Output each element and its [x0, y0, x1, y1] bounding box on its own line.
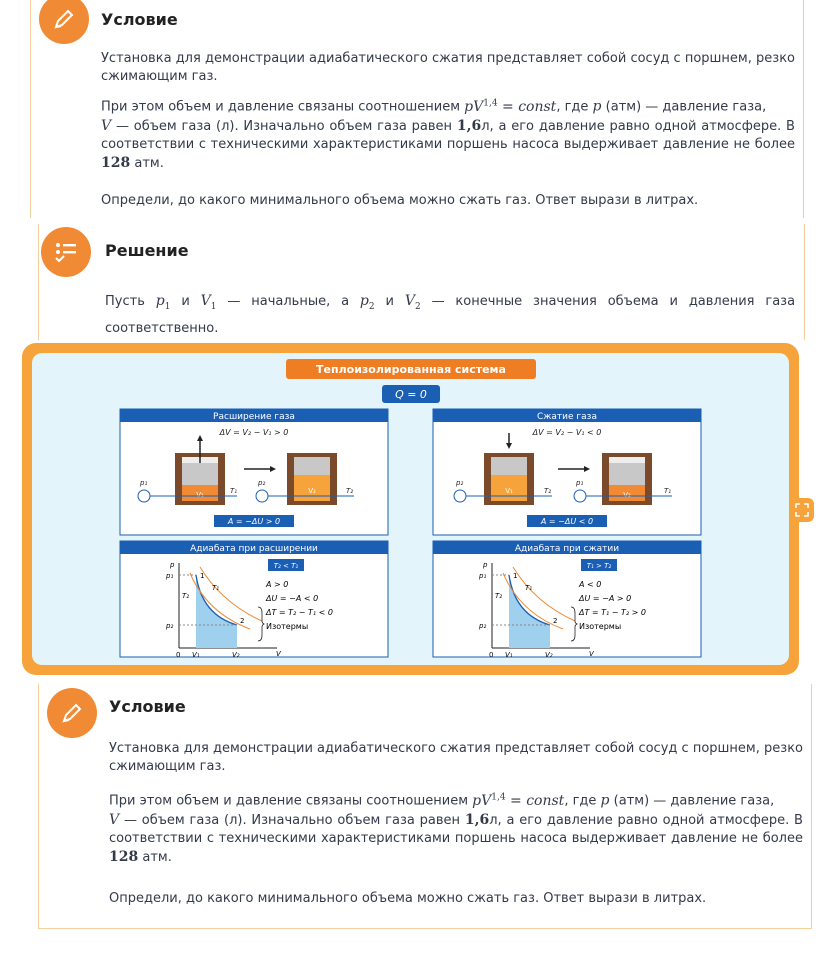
figure-banner — [286, 359, 536, 379]
svg-text:ΔT = T₂ − T₁ < 0: ΔT = T₂ − T₁ < 0 — [266, 608, 334, 617]
svg-text:V₁: V₁ — [196, 491, 204, 499]
checklist-icon — [41, 227, 91, 277]
svg-text:V₂: V₂ — [545, 651, 553, 659]
condition-paragraph-4-repeat: Определи, до какого минимального объема можно сжать газ. Ответ вырази в литрах. — [109, 891, 707, 906]
condition-paragraph-4: Определи, до какого минимального объема можно сжать газ. Ответ вырази в литрах. — [101, 193, 699, 208]
svg-text:1: 1 — [513, 572, 518, 580]
svg-text:p₁: p₁ — [576, 479, 584, 487]
adiabatic-figure — [22, 343, 799, 675]
svg-text:p₂: p₂ — [456, 479, 464, 487]
svg-text:0: 0 — [489, 651, 494, 659]
svg-text:V₁: V₁ — [192, 651, 200, 659]
svg-text:V₁: V₁ — [505, 487, 513, 495]
condition-paragraph-2: При этом объем и давление связаны соотношением pV$^{1,4}$ = const, где p (атм) — давление газа, V — объем газа (л). Изначально объем газа равен 1,6л, а его давление равно одной атмосфере. В соответствии с техническими характеристиками поршень насоса выдерживает давление не более 128 атм. — [101, 98, 795, 171]
compression-adiabat-panel — [433, 541, 701, 659]
solution-title: Решение — [105, 241, 189, 260]
svg-text:p₁: p₁ — [479, 572, 487, 580]
svg-text:V₁: V₁ — [505, 651, 513, 659]
svg-text:A = −ΔU > 0: A = −ΔU > 0 — [227, 517, 281, 526]
compression-panel — [433, 409, 701, 535]
svg-text:T₁ > T₂: T₁ > T₂ — [586, 562, 612, 570]
condition-title: Условие — [101, 10, 178, 29]
svg-text:p₁: p₁ — [140, 479, 148, 487]
q-zero-label — [382, 385, 440, 403]
svg-text:Адиабата при расширении: Адиабата при расширении — [190, 544, 318, 554]
svg-text:V₂: V₂ — [308, 487, 316, 495]
svg-text:2: 2 — [553, 617, 558, 625]
svg-text:V₂: V₂ — [232, 651, 240, 659]
svg-text:V₂: V₂ — [623, 491, 631, 499]
svg-text:A < 0: A < 0 — [579, 580, 602, 589]
pencil-icon — [39, 0, 89, 44]
svg-text:p₂: p₂ — [479, 622, 487, 630]
svg-text:p₂: p₂ — [166, 622, 174, 630]
svg-text:Расширение газа: Расширение газа — [213, 412, 295, 422]
svg-text:p: p — [170, 561, 175, 569]
svg-text:V: V — [276, 650, 281, 658]
svg-text:p: p — [483, 561, 488, 569]
svg-text:T₂: T₂ — [182, 592, 190, 600]
svg-text:ΔV = V₂ − V₁ > 0: ΔV = V₂ − V₁ > 0 — [219, 428, 289, 437]
svg-text:p₂: p₂ — [258, 479, 266, 487]
condition-card — [30, 0, 804, 218]
svg-text:T₂: T₂ — [495, 592, 503, 600]
svg-text:A > 0: A > 0 — [266, 580, 289, 589]
svg-text:Q = 0: Q = 0 — [395, 388, 427, 401]
svg-text:p₁: p₁ — [166, 572, 174, 580]
svg-text:2: 2 — [240, 617, 245, 625]
svg-text:T₂ < T₁: T₂ < T₁ — [273, 562, 299, 570]
svg-text:V: V — [589, 650, 594, 658]
svg-text:ΔU = −A > 0: ΔU = −A > 0 — [579, 594, 632, 603]
pencil-icon — [47, 688, 97, 738]
svg-text:ΔV = V₂ − V₁ < 0: ΔV = V₂ − V₁ < 0 — [532, 428, 602, 437]
svg-text:T₂: T₂ — [346, 487, 354, 495]
solution-card — [38, 224, 805, 340]
svg-text:Изотермы: Изотермы — [579, 622, 622, 631]
condition-card-repeat — [38, 684, 812, 929]
condition-paragraph-1-repeat: Установка для демонстрации адиабатического сжатия представляет собой сосуд с поршнем, резко сжимающим газ. — [109, 741, 803, 774]
solution-paragraph: Пусть $p_1$ и $V_1$ — начальные, а $p_2$ и $V_2$ — конечные значения объема и давления газа соответственно. — [105, 293, 796, 336]
svg-text:T₁: T₁ — [525, 584, 533, 592]
svg-text:T₂: T₂ — [544, 487, 552, 495]
expansion-adiabat-panel — [120, 541, 388, 659]
expansion-panel — [120, 409, 388, 535]
svg-text:T₁: T₁ — [664, 487, 672, 495]
svg-text:Изотермы: Изотермы — [266, 622, 309, 631]
svg-text:0: 0 — [176, 651, 181, 659]
svg-text:Сжатие газа: Сжатие газа — [537, 412, 597, 422]
condition-title-repeat: Условие — [109, 697, 186, 716]
svg-text:T₁: T₁ — [212, 584, 220, 592]
svg-text:T₁: T₁ — [230, 487, 238, 495]
svg-text:ΔU = −A < 0: ΔU = −A < 0 — [266, 594, 319, 603]
condition-paragraph-2-repeat: При этом объем и давление связаны соотношением pV$^{1,4}$ = const, где p (атм) — давление газа, V — объем газа (л). Изначально объем газа равен 1,6л, а его давление равно одной атмосфере. В соответствии с техническими характеристиками поршень насоса выдерживает давление не более 128 атм. — [109, 792, 803, 865]
svg-text:ΔT = T₁ − T₂ > 0: ΔT = T₁ − T₂ > 0 — [579, 608, 647, 617]
svg-text:Теплоизолированная система: Теплоизолированная система — [316, 363, 506, 376]
svg-text:A = −ΔU < 0: A = −ΔU < 0 — [540, 517, 594, 526]
svg-text:1: 1 — [200, 572, 205, 580]
expand-icon[interactable] — [790, 498, 814, 522]
condition-paragraph-1: Установка для демонстрации адиабатического сжатия представляет собой сосуд с поршнем, резко сжимающим газ. — [101, 51, 795, 84]
svg-text:Адиабата при сжатии: Адиабата при сжатии — [514, 544, 620, 554]
